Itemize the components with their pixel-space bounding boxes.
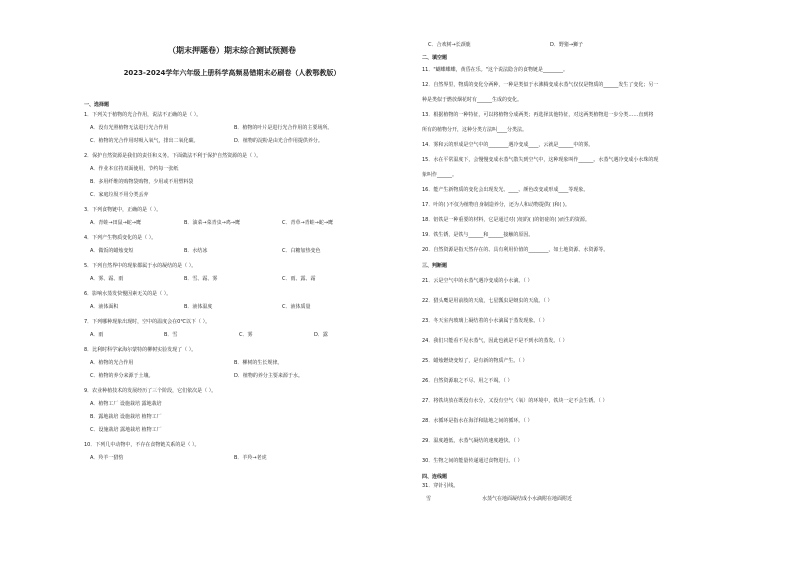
question-7-options <box>84 332 380 339</box>
question-16: 16．能产生新物质的变化会出现发光、____、颜色改变或形成____等现象。 <box>422 187 589 193</box>
question-25: 25．蜡烛燃烧变短了，是有新的物质产生。（ ） <box>422 358 528 364</box>
option-c: C．雾 <box>239 332 253 338</box>
question-1-options-row-2 <box>84 138 380 145</box>
option-c: C．液体质量 <box>282 304 311 310</box>
question-7: 7．下列哪种现象出现时，空中的温度会在0℃以下（ ）。 <box>84 319 211 325</box>
option-d: D．植物的养分主要来源于水。 <box>234 373 303 379</box>
option-c: C．青草→青蛙→蛇→鹰 <box>282 220 334 226</box>
question-28: 28．水循环是指水在海洋和陆地之间的循环。（ ） <box>422 418 533 424</box>
option-b: B．羊羚→老虎 <box>234 455 267 461</box>
question-24: 24．我们只能看不见水蒸气，因此也就是不是不到水的蒸发。（ ） <box>422 338 568 344</box>
question-5-options <box>84 276 380 283</box>
question-30: 30．生物之间的能量传递通过食物进行。（ ） <box>422 458 523 464</box>
question-4-options <box>84 248 380 255</box>
option-c: C．植物的养分来源于土壤。 <box>90 373 154 379</box>
question-19: 19．铁生锈，是铁与______和______接触的原因。 <box>422 232 534 238</box>
option-a: A．雨 <box>90 332 104 338</box>
question-21: 21．云是空气中的水蒸气遇冷变成的小水滴。（ ） <box>422 278 533 284</box>
question-5: 5．下列自然界中的现象都属于水的凝结的是（ ）。 <box>84 263 197 269</box>
option-d: D．植物的淀粉是由光合作用提供养分。 <box>234 138 323 144</box>
question-3-options <box>84 220 380 227</box>
option-c: C．白糖加热变色 <box>282 248 321 254</box>
option-c: C．雨、露、霜 <box>282 276 316 282</box>
question-13-line-1: 13．根据植物的一种特征，可以将植物分成两类；再选择其他特征，对这两类植物进一步分类……直到将 <box>422 112 654 118</box>
option-c-text: C．家庭垃圾不用分类丢弃 <box>90 192 149 198</box>
option-c <box>84 192 380 199</box>
question-11: 11．"蝴蝶蝶蝶，黄昏在乐。"这个说法隐含的食物链是________。 <box>422 67 568 73</box>
question-3: 3．下列食物链中，正确的是（ ）。 <box>84 207 162 213</box>
section-heading-true-false: 三、判断题 <box>422 263 448 269</box>
option-b: B．水结冰 <box>184 248 208 254</box>
question-12-line-2: 种是类似于燃放烟花时有______生成的变化。 <box>422 97 523 103</box>
match-right-item: 水蒸气在地面凝结成小水滴附在地面附近 <box>482 496 573 502</box>
option-c <box>84 427 380 434</box>
question-23: 23．冬天室内玻璃上凝结着的小水滴属于蒸发现象。（ ） <box>422 318 548 324</box>
option-a: A．羚羊一猎豹 <box>90 455 124 461</box>
question-4: 4．下列产生物质变化的是（ ）。 <box>84 235 157 241</box>
left-column <box>84 0 380 462</box>
option-a-text: A．作业本宜持双面使用，节约每一张纸 <box>90 166 179 172</box>
question-15-line-2: 象叫作______。 <box>422 172 458 178</box>
question-6-options <box>84 304 380 311</box>
page-title: （期末押题卷）期末综合测试预测卷 <box>168 46 296 55</box>
question-26: 26．自然资源取之不尽、用之不竭。（ ） <box>422 378 513 384</box>
option-b <box>84 414 380 421</box>
question-8-options-row-1 <box>84 360 380 367</box>
question-20: 20．自然资源是指天然存在的、具有利用价值的________，如土地资源、水资源等。 <box>422 247 609 253</box>
option-c: C．植物的光合作用时吸入氧气，排出二氧化碳。 <box>90 138 199 144</box>
option-d: D．露 <box>314 332 328 338</box>
option-a: A．液体面积 <box>90 304 119 310</box>
option-d: D．野猪→狮子 <box>550 42 584 48</box>
section-heading-matching: 四、连线题 <box>422 474 448 480</box>
option-a: A．做饭的蜡烛变短 <box>90 248 134 254</box>
option-a: A．青蛙→田鼠→蛇→鹰 <box>90 220 141 226</box>
option-b: B．雪、霜、雾 <box>184 276 218 282</box>
question-6: 6．影响水蒸发快慢因素无关的是（ ）。 <box>84 291 172 297</box>
matching-row <box>422 496 722 503</box>
question-22: 22．猎头鹰是用前肢的天敌，七星瓢虫是蚜虫的天敌。（ ） <box>422 298 553 304</box>
option-b-text: B．多用纤维的购物袋购物，少用或不用塑料袋 <box>90 179 194 185</box>
question-8-options-row-2 <box>84 373 380 380</box>
question-10-options <box>84 455 380 462</box>
question-8: 8．比利时科学家海尔蒙特的柳树实验发现了（ ）。 <box>84 347 197 353</box>
question-29: 29．温度越低，水蒸气凝结的速度越快。（ ） <box>422 438 523 444</box>
option-b: B．液体温度 <box>184 304 213 310</box>
question-27: 27．将铁块放在既没有水分，又没有空气（氧）的环境中，铁块一定不会生锈。（ ） <box>422 398 608 404</box>
option-c-text: C．设施栽培 露地栽培 植物工厂 <box>90 427 162 433</box>
option-a-text: A．植物工厂 设施栽培 露地栽培 <box>90 401 162 407</box>
option-b: B．雪 <box>164 332 178 338</box>
question-13-line-2: 所有的植物分开，这种分类方法叫____分类法。 <box>422 127 528 133</box>
option-a: A．雾、霜、雨 <box>90 276 124 282</box>
section-heading-choice: 一、选择题 <box>84 102 110 108</box>
question-18: 18．铝铁是一种重要的材料，它是通过对( )铝的( )的铝硅的( )而生的资源。 <box>422 217 590 223</box>
question-17: 17．叶的( )不仅为植物自身制造养分，还为人和动物提供( )和( )。 <box>422 202 570 208</box>
question-14: 14．雾和云的形成是空气中的________遇冷变成____，云就是______中的雾。 <box>422 142 594 148</box>
question-10: 10．下列几中动物中，不存在食物链关系的是（ ）。 <box>84 442 200 448</box>
question-1-options-row-1 <box>84 125 380 132</box>
option-b <box>84 179 380 186</box>
question-2: 2．保护自然资源是我们的责任和义务。下面做法不利于保护自然资源的是（ ）。 <box>84 153 262 159</box>
question-9: 9．农业种植技术的发展经历了三个阶段，它们依次是（ ）。 <box>84 388 217 394</box>
option-a: A．植物的光合作用 <box>90 360 134 366</box>
option-b-text: B．露地栽培 设施栽培 植物工厂 <box>90 414 162 420</box>
option-b: B．油菜→菜青虫→鸡→鹰 <box>184 220 240 226</box>
option-a <box>84 401 380 408</box>
question-12-line-1: 12．自然界里，物质的变化分两种，一种是类似于水沸腾变成水蒸气仅仅是物质的______发生了变化；另一 <box>422 82 659 88</box>
page-subtitle: 2023-2024学年六年级上册科学高频易错期末必刷卷（人教鄂教版） <box>123 69 341 77</box>
question-10-options-continued <box>422 42 722 49</box>
option-b: B．柳树的生长规律。 <box>234 360 283 366</box>
section-heading-fill-blank: 二、填空题 <box>422 55 448 61</box>
option-c: C．合欢树→长颈鹿 <box>428 42 471 48</box>
question-1: 1．下列关于植物的光合作用，说法不正确的是（ ）。 <box>84 112 202 118</box>
option-a: A．没有光照植物无法进行光合作用 <box>90 125 169 131</box>
right-column <box>422 0 722 503</box>
option-a <box>84 166 380 173</box>
match-left-item: 雪 <box>426 496 432 502</box>
option-b: B．植物的叶片是进行光合作用的主要场所。 <box>234 125 333 131</box>
question-31: 31．穿针引线。 <box>422 483 459 489</box>
question-15-line-1: 15．水在平常温度下，会慢慢变成水蒸气散失到空气中，这种现象叫作______。水蒸气遇冷变成小水珠的现 <box>422 157 659 163</box>
